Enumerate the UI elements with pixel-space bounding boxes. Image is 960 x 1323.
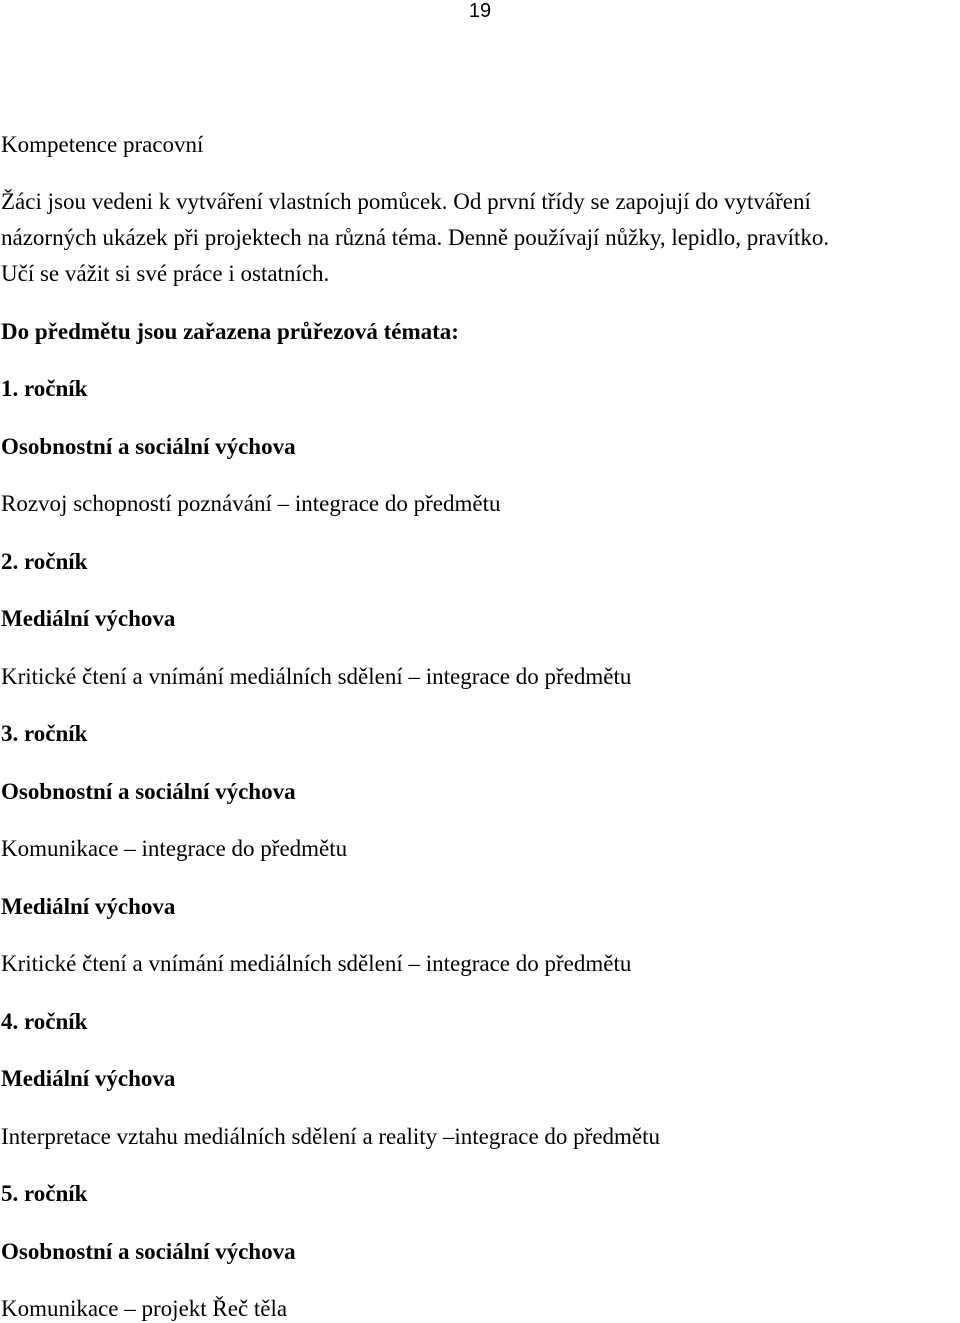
- topic-item: Kritické čtení a vnímání mediálních sdělení – integrace do předmětu: [1, 664, 632, 689]
- topic-item: Komunikace – integrace do předmětu: [1, 836, 348, 861]
- paragraph-line: Učí se vážit si své práce i ostatních.: [1, 261, 330, 286]
- topic-heading: Mediální výchova: [1, 894, 176, 919]
- topic-item: Komunikace – projekt Řeč těla: [1, 1296, 288, 1321]
- cross-topics-heading: Do předmětu jsou zařazena průřezová témata:: [1, 319, 459, 344]
- section-heading: Kompetence pracovní: [1, 132, 204, 157]
- page-number: 19: [468, 0, 492, 22]
- grade-label: 5. ročník: [1, 1181, 88, 1206]
- grade-label: 2. ročník: [1, 549, 88, 574]
- topic-item: Interpretace vztahu mediálních sdělení a reality –integrace do předmětu: [1, 1124, 661, 1149]
- topic-heading: Osobnostní a sociální výchova: [1, 779, 296, 804]
- topic-heading: Osobnostní a sociální výchova: [1, 1239, 296, 1264]
- topic-item: Rozvoj schopností poznávání – integrace do předmětu: [1, 491, 501, 516]
- topic-item: Kritické čtení a vnímání mediálních sdělení – integrace do předmětu: [1, 951, 632, 976]
- topic-heading: Mediální výchova: [1, 606, 176, 631]
- grade-label: 4. ročník: [1, 1009, 88, 1034]
- paragraph-line: Žáci jsou vedeni k vytváření vlastních pomůcek. Od první třídy se zapojují do vytváření: [1, 189, 811, 214]
- grade-label: 3. ročník: [1, 721, 88, 746]
- topic-heading: Osobnostní a sociální výchova: [1, 434, 296, 459]
- grade-label: 1. ročník: [1, 376, 88, 401]
- paragraph-line: názorných ukázek při projektech na různá téma. Denně používají nůžky, lepidlo, pravítko.: [1, 225, 830, 250]
- topic-heading: Mediální výchova: [1, 1066, 176, 1091]
